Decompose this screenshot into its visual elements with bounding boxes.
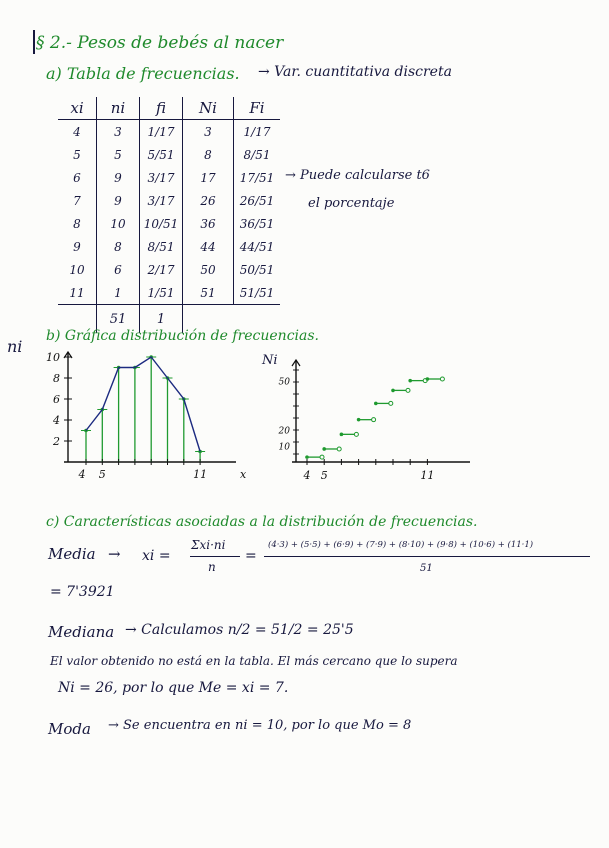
- cell-ni: 3: [97, 120, 140, 144]
- media-expanded-bar: [264, 556, 590, 557]
- cell-Fi: 17/51: [234, 166, 281, 189]
- header-ni: ni: [97, 97, 140, 120]
- step-start-point: [426, 377, 430, 381]
- step-start-point: [391, 389, 395, 393]
- cell-xi: 6: [73, 170, 81, 185]
- media-lhs: xi =: [142, 548, 171, 564]
- frequency-bar-chart: [46, 351, 247, 481]
- cell-Ni: 51: [183, 281, 234, 305]
- section-c-label: c) Características asociadas a la distribución de frecuencias.: [46, 514, 478, 530]
- cell-fi: 3/17: [140, 189, 183, 212]
- cell-xi: 8: [73, 216, 81, 231]
- step-end-point: [354, 432, 358, 436]
- media-arrow-icon: →: [108, 545, 121, 563]
- cell-ni: 10: [97, 212, 140, 235]
- variable-type-note: → Var. cuantitativa discreta: [258, 64, 452, 80]
- cell-Ni: 44: [183, 235, 234, 258]
- mediana-note-line2: Ni = 26, por lo que Me = xi = 7.: [58, 680, 289, 696]
- cell-xi: 7: [73, 193, 81, 208]
- cell-xi: 10: [69, 262, 85, 277]
- cell-fi: 10/51: [140, 212, 183, 235]
- x-axis-label: x: [240, 468, 247, 481]
- cell-xi: 11: [69, 285, 85, 300]
- media-equals: =: [245, 548, 257, 564]
- cell-ni: 5: [97, 143, 140, 166]
- media-label: Media: [48, 545, 96, 563]
- mediana-calc: → Calculamos n/2 = 51/2 = 25'5: [125, 622, 354, 638]
- cell-ni: 6: [97, 258, 140, 281]
- cell-ni: 8: [97, 235, 140, 258]
- y-tick-label: 10: [46, 351, 60, 364]
- side-note-line1: → Puede calcularse t6: [285, 168, 430, 183]
- header-Ni: Ni: [183, 97, 234, 120]
- cell-fi: 5/51: [140, 143, 183, 166]
- y-tick-label: 50: [278, 377, 290, 388]
- cell-Ni: 50: [183, 258, 234, 281]
- cell-xi: 5: [73, 147, 81, 162]
- media-denominator: n: [208, 560, 216, 574]
- y-tick-label: 20: [278, 426, 290, 437]
- moda-label: Moda: [48, 720, 91, 738]
- step-end-point: [320, 455, 324, 459]
- cell-fi: 8/51: [140, 235, 183, 258]
- cell-Ni: 17: [183, 166, 234, 189]
- cumulative-step-chart: [261, 353, 470, 482]
- media-sum: Σxi·ni: [191, 538, 226, 552]
- cell-xi: 4: [73, 124, 81, 139]
- mediana-note-line1: El valor obtenido no está en la tabla. El más cercano que lo supera: [50, 654, 458, 668]
- cell-fi: 1/51: [140, 281, 183, 305]
- y-axis-label: Ni: [262, 353, 278, 368]
- y-tick-label: 6: [53, 393, 60, 406]
- cell-Fi: 51/51: [234, 281, 281, 305]
- left-chart-ni-label: ni: [7, 337, 23, 356]
- moda-text: → Se encuentra en ni = 10, por lo que Mo = 8: [108, 718, 412, 733]
- step-end-point: [337, 447, 341, 451]
- cell-fi: 3/17: [140, 166, 183, 189]
- cell-fi: 1/17: [140, 120, 183, 144]
- cell-Ni: 36: [183, 212, 234, 235]
- x-tick-label: 5: [320, 469, 328, 482]
- y-tick-label: 4: [53, 414, 60, 427]
- cell-Ni: 8: [183, 143, 234, 166]
- cell-Fi: 8/51: [234, 143, 281, 166]
- y-tick-label: 2: [53, 435, 60, 448]
- y-tick-label: 8: [53, 372, 60, 385]
- cell-Ni: 3: [183, 120, 234, 144]
- cell-Fi: 44/51: [234, 235, 281, 258]
- cell-ni: 1: [97, 281, 140, 305]
- total-ni: 51: [97, 305, 140, 334]
- step-start-point: [374, 402, 378, 406]
- step-end-point: [440, 377, 444, 381]
- cell-ni: 9: [97, 189, 140, 212]
- cell-Fi: 26/51: [234, 189, 281, 212]
- header-Fi: Fi: [234, 97, 281, 120]
- cell-Fi: 50/51: [234, 258, 281, 281]
- x-tick-label: 11: [420, 469, 435, 482]
- media-expanded-den: 51: [420, 563, 433, 574]
- cell-Fi: 36/51: [234, 212, 281, 235]
- y-tick-label: 10: [278, 442, 290, 453]
- x-tick-label: 4: [303, 469, 311, 482]
- cell-xi: 9: [73, 239, 81, 254]
- section-b-label: b) Gráfica distribución de frecuencias.: [46, 328, 319, 344]
- mediana-label: Mediana: [48, 623, 115, 641]
- frequency-polygon: [86, 357, 200, 452]
- step-end-point: [406, 388, 410, 392]
- x-tick-label: 4: [78, 468, 86, 481]
- step-start-point: [305, 455, 309, 459]
- page-title: § 2.- Pesos de bebés al nacer: [36, 33, 284, 53]
- cell-fi: 2/17: [140, 258, 183, 281]
- media-result: = 7'3921: [50, 584, 115, 600]
- step-end-point: [389, 401, 393, 405]
- header-xi: xi: [58, 97, 97, 120]
- cell-Ni: 26: [183, 189, 234, 212]
- media-fraction-bar: [190, 556, 240, 557]
- section-a-label: a) Tabla de frecuencias.: [46, 64, 240, 83]
- x-tick-label: 5: [98, 468, 106, 481]
- side-note-line2: el porcentaje: [308, 196, 395, 211]
- step-start-point: [322, 447, 326, 451]
- cell-ni: 9: [97, 166, 140, 189]
- total-fi: 1: [140, 305, 183, 334]
- media-expanded: (4·3) + (5·5) + (6·9) + (7·9) + (8·10) + (9·8) + (10·6) + (11·1): [268, 540, 534, 550]
- header-fi: fi: [140, 97, 183, 120]
- step-start-point: [357, 418, 361, 422]
- x-tick-label: 11: [193, 468, 208, 481]
- step-start-point: [408, 379, 412, 383]
- step-start-point: [340, 433, 344, 437]
- cell-Fi: 1/17: [234, 120, 281, 144]
- step-end-point: [372, 418, 376, 422]
